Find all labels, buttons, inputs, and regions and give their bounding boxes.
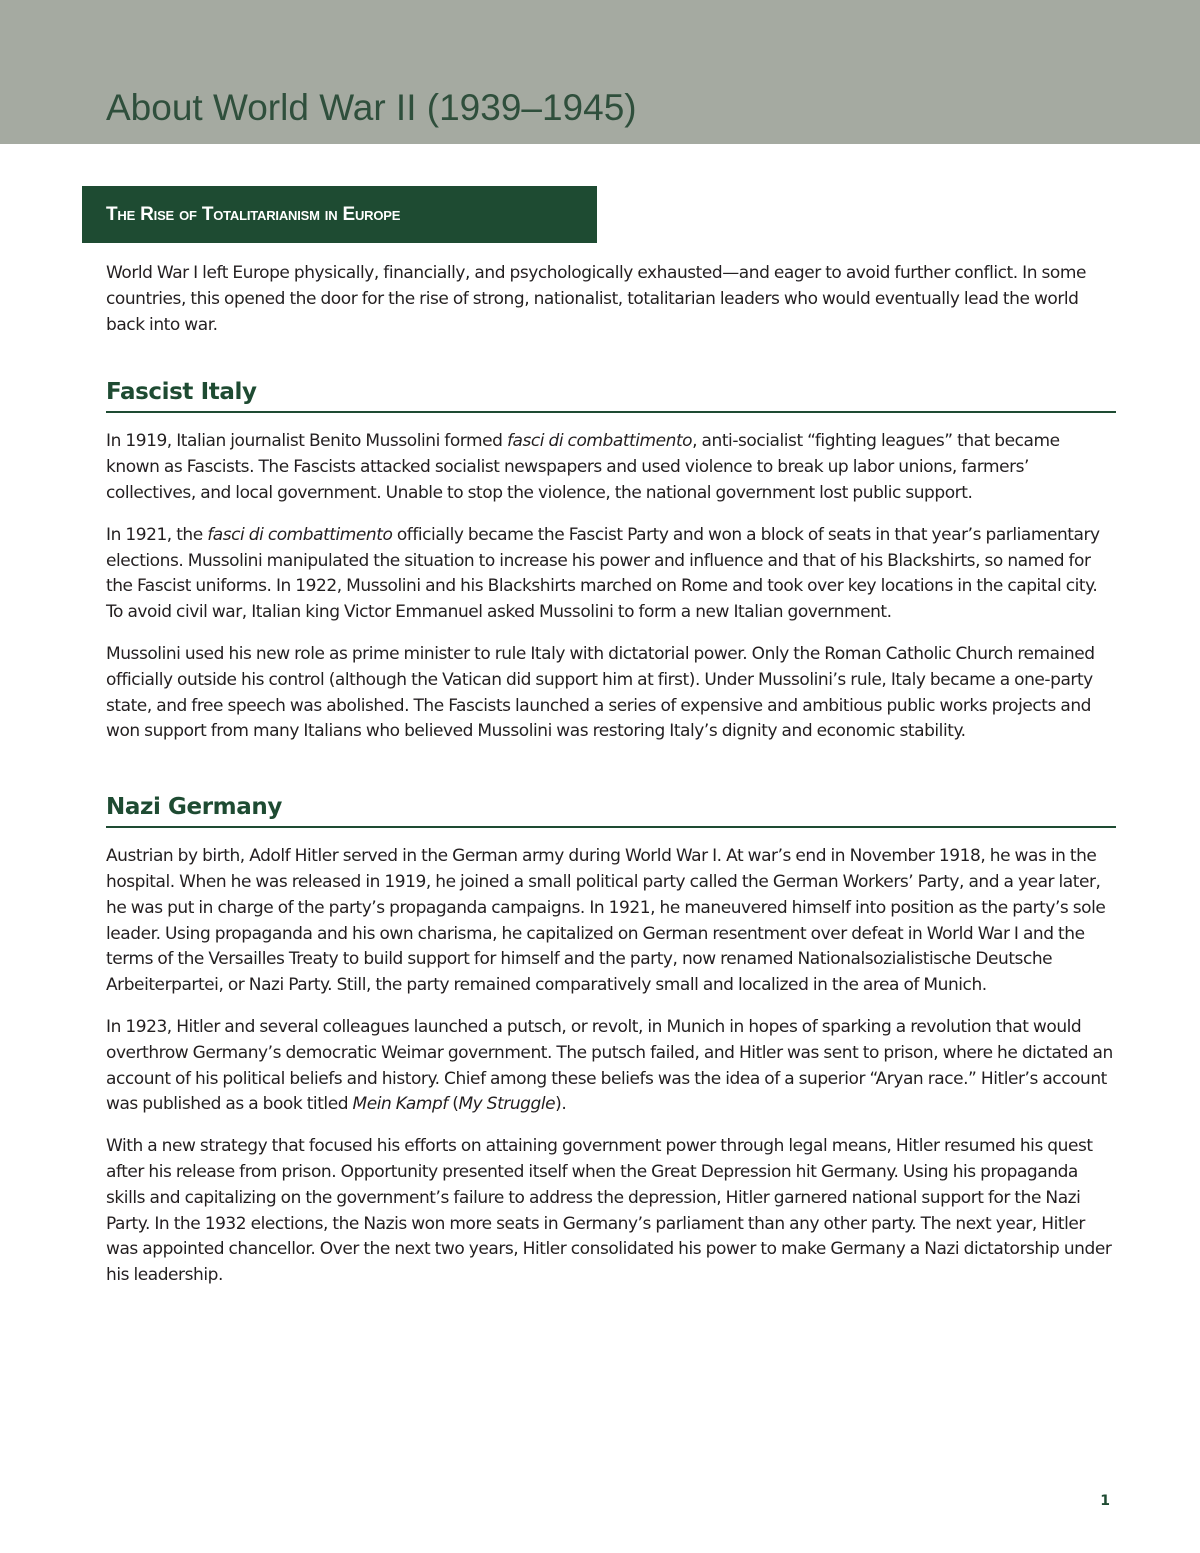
germany-paragraph-2 xyxy=(106,1015,1116,1118)
text-run: In 1923, Hitler and several colleagues launched a putsch, or revolt, in Munich in hopes of sparking a revolution that would overthrow Germany’s democratic Weimar government. The putsch failed, and Hitler was sent to prison, where he dictated an account of his political beliefs and history. Chief among these beliefs was the idea of a superior “Aryan race.” Hitler’s account was published as a book titled xyxy=(106,1016,1113,1115)
text-run: officially became the Fascist Party and won a block of seats in that year’s parliamentary elections. Mussolini manipulated the situation to increase his power and influence and that of his Blackshirts, so named for the Fascist uniforms. In 1922, Mussolini and his Blackshirts marched on Rome and took over key locations in the capital city. To avoid civil war, Italian king Victor Emmanuel asked Mussolini to form a new Italian government. xyxy=(106,524,1100,623)
page-title: About World War II (1939–1945) xyxy=(106,87,637,128)
section-banner xyxy=(82,186,597,243)
italy-paragraph-2 xyxy=(106,523,1116,626)
article-body xyxy=(106,261,1116,1305)
italic-term: fasci di combattimento xyxy=(207,524,393,545)
text-run: ). xyxy=(555,1094,567,1115)
germany-paragraph-1: Austrian by birth, Adolf Hitler served in the German army during World War I. At war’s end in November 1918, he was in the hospital. When he was released in 1919, he joined a small political party called the German Workers’ Party, and a year later, he was put in charge of the party’s propaganda campaigns. In 1921, he maneuvered himself into position as the party’s sole leader. Using propaganda and his own charisma, he capitalized on German resentment over defeat in World War I and the terms of the Versailles Treaty to build support for himself and the party, now renamed Nationalsozialistische Deutsche Arbeiterpartei, or Nazi Party. Still, the party remained comparatively small and localized in the area of Munich. xyxy=(106,846,1106,996)
page-number: 1 xyxy=(1100,1493,1110,1509)
text-run: ( xyxy=(447,1094,459,1115)
text-run: In 1919, Italian journalist Benito Mussolini formed xyxy=(106,431,507,452)
section-title: The Rise of Totalitarianism in Europe xyxy=(106,204,401,225)
book-title: Mein Kampf xyxy=(352,1094,448,1115)
text-run: In 1921, the xyxy=(106,524,208,545)
germany-paragraph-3: With a new strategy that focused his efforts on attaining government power through legal means, Hitler resumed his quest after his release from prison. Opportunity presented itself when the Great Depression hit Germany. Using his propaganda skills and capitalizing on the government’s failure to address the depression, Hitler garnered national support for the Nazi Party. In the 1932 elections, the Nazis won more seats in Germany’s parliament than any other party. The next year, Hitler was appointed chancellor. Over the next two years, Hitler consolidated his power to make Germany a Nazi dictatorship under his leadership. xyxy=(106,1136,1112,1286)
italic-term: fasci di combattimento xyxy=(506,431,693,452)
book-title-translation: My Struggle xyxy=(458,1094,556,1115)
text-run: , anti-socialist “fighting leagues” that became known as Fascists. The Fascists attacked socialist newspapers and used violence to break up labor unions, farmers’ collectives, and local government. Unable to stop the violence, the national government lost public support. xyxy=(106,431,1060,503)
italy-paragraph-1 xyxy=(106,429,1116,506)
section-gap xyxy=(106,761,1116,792)
italy-paragraph-3: Mussolini used his new role as prime minister to rule Italy with dictatorial power. Only the Roman Catholic Church remained officially outside his control (although the Vatican did support him at first). Under Mussolini’s rule, Italy became a one-party state, and free speech was abolished. The Fascists launched a series of expensive and ambitious public works projects and won support from many Italians who believed Mussolini was restoring Italy’s dignity and economic stability. xyxy=(106,643,1095,742)
heading-nazi-germany: Nazi Germany xyxy=(106,792,1116,828)
heading-fascist-italy: Fascist Italy xyxy=(106,377,1116,413)
intro-paragraph: World War I left Europe physically, financially, and psychologically exhausted—and eager to avoid further conflict. In some countries, this opened the door for the rise of strong, nationalist, totalitarian leaders who would eventually lead the world back into war. xyxy=(106,263,1086,335)
